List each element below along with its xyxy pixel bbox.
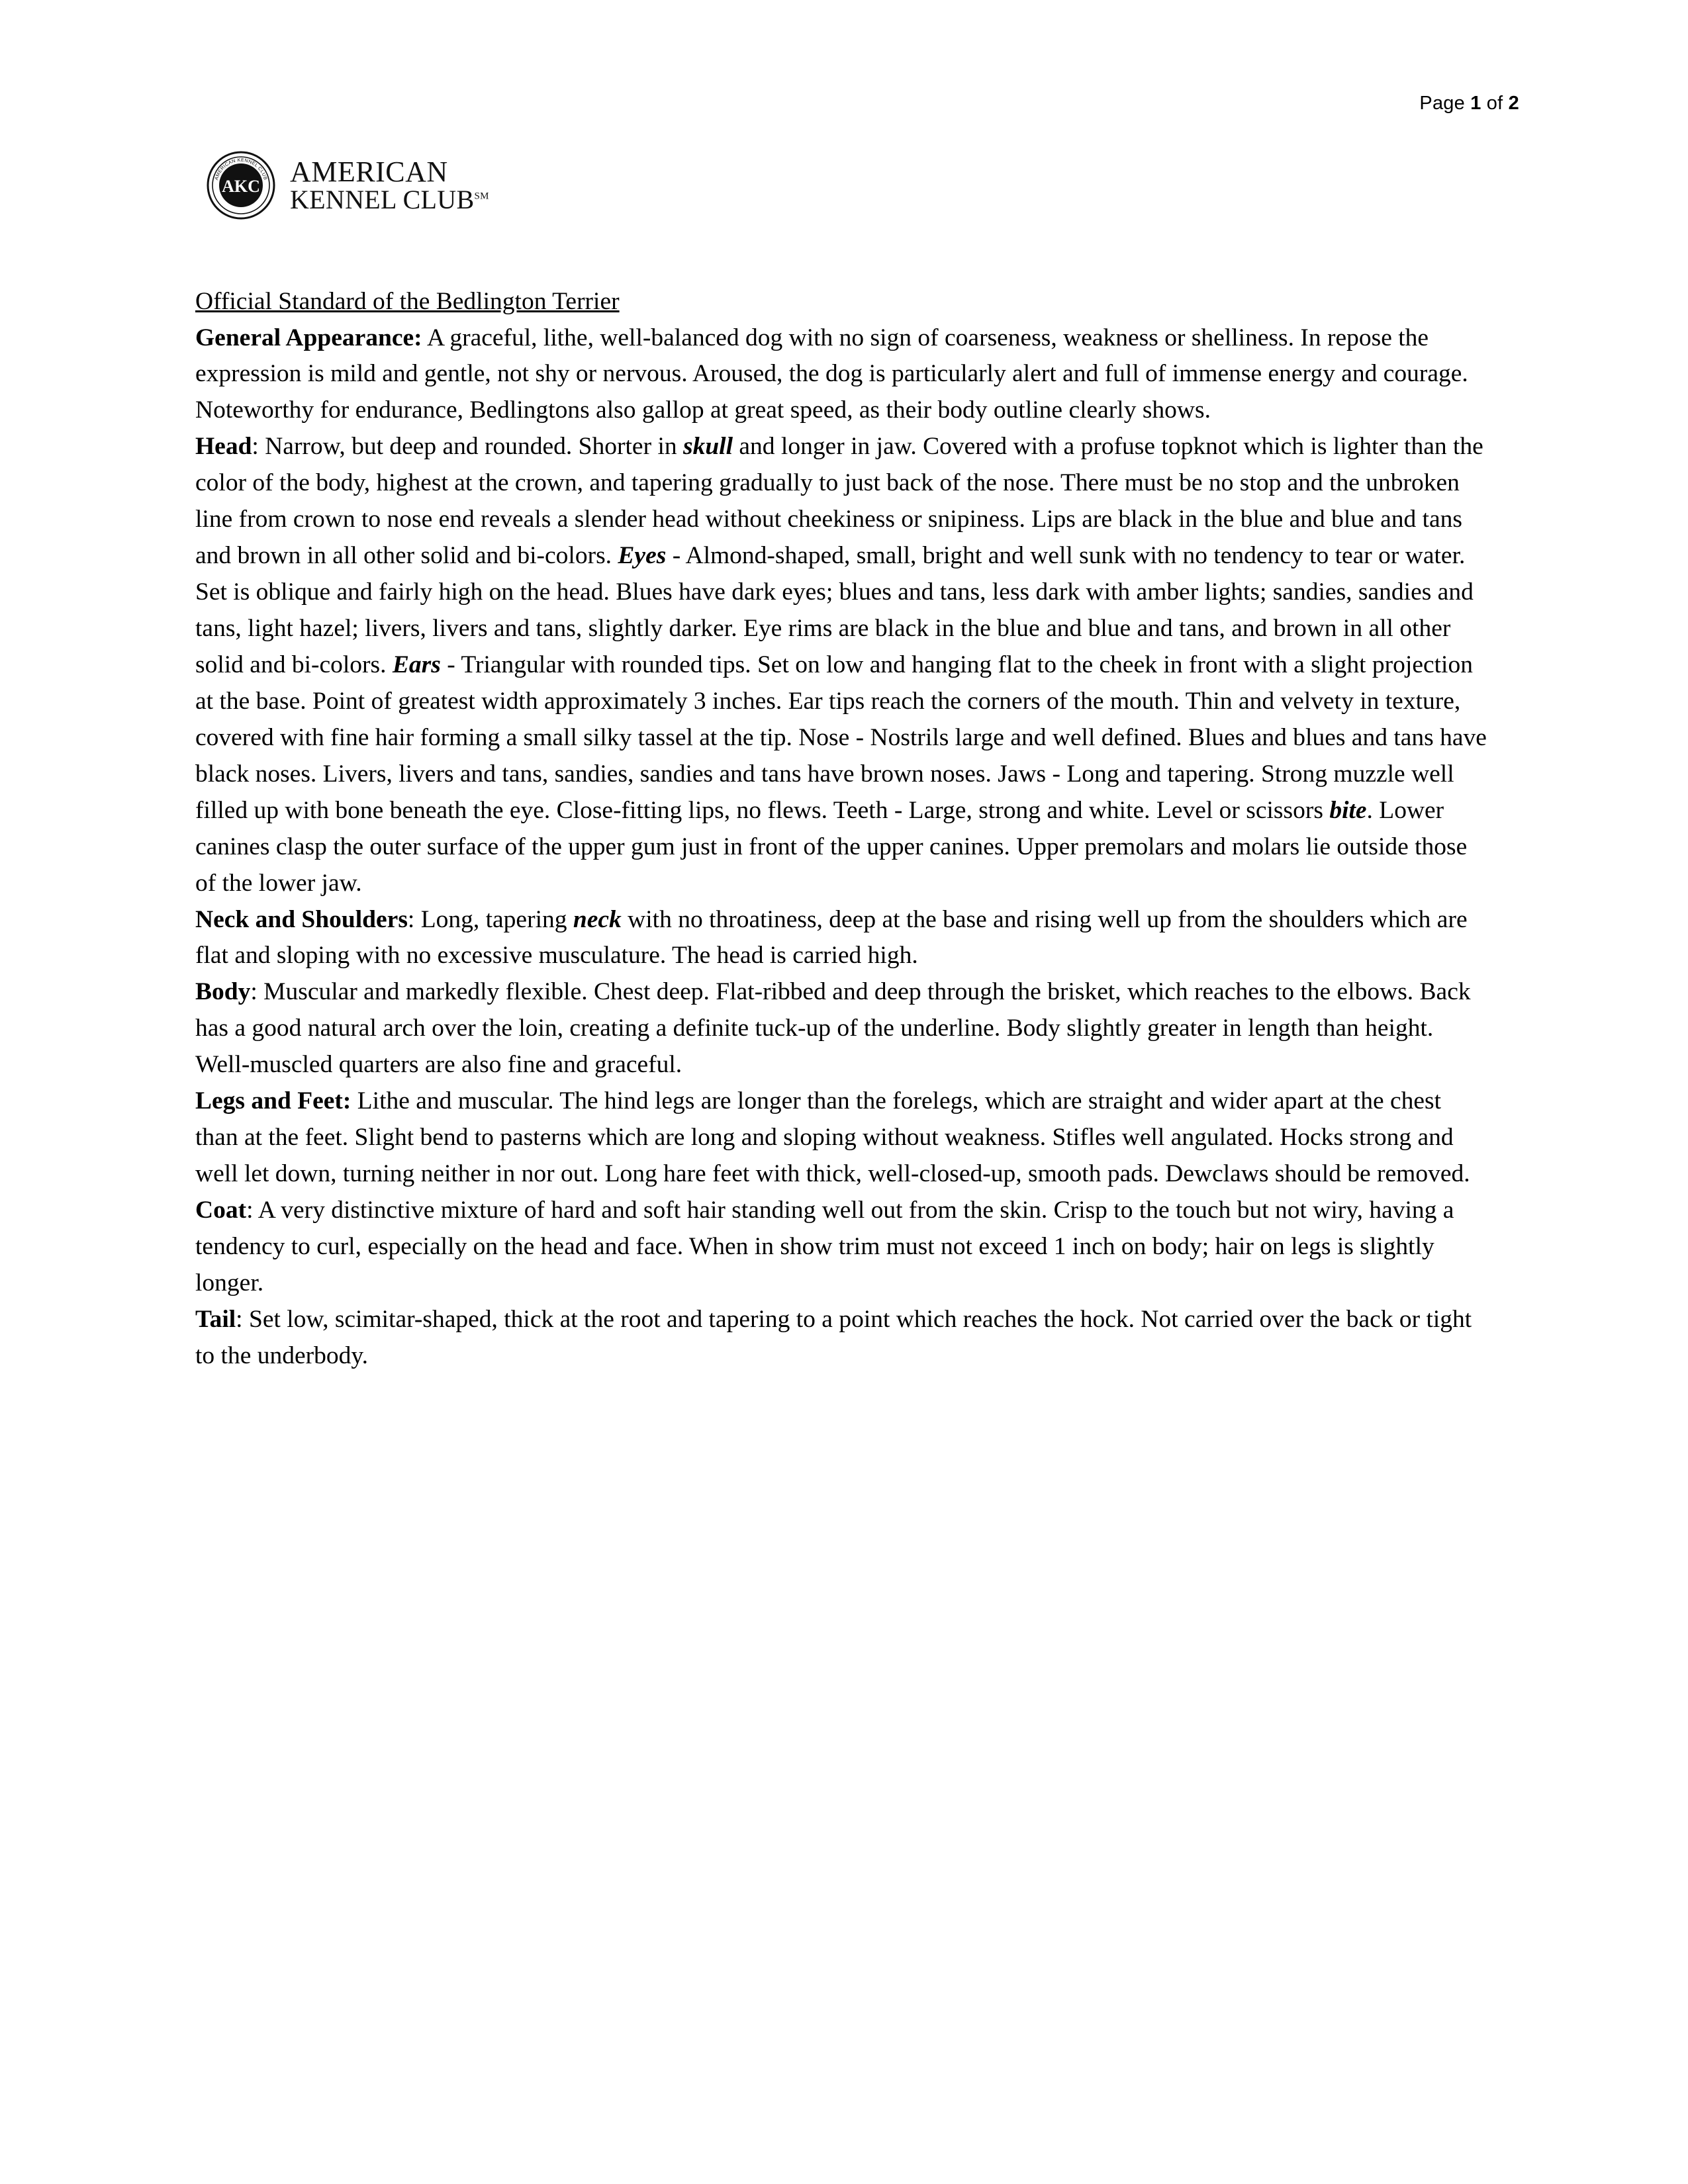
document-paragraph bbox=[195, 974, 1489, 1083]
section-heading: Legs and Feet: bbox=[195, 1087, 352, 1115]
section-heading: Neck and Shoulders bbox=[195, 905, 408, 933]
akc-wordmark bbox=[290, 158, 489, 213]
section-heading: Tail bbox=[195, 1305, 236, 1333]
section-body: Lithe and muscular. The hind legs are longer than the forelegs, which are straight and wider apart at the chest than at the feet. Slight bend to pasterns which are long and sloping without weakness. Stifles well angulated. Hocks strong and well let down, turning neither in nor out. Long hare feet with thick, well-closed-up, smooth pads. Dewclaws should be removed. bbox=[195, 1087, 1470, 1188]
section-heading: Body bbox=[195, 978, 251, 1006]
page-number bbox=[1419, 93, 1519, 114]
section-heading: Coat bbox=[195, 1197, 247, 1224]
section-heading: Head bbox=[195, 433, 252, 461]
section-heading: General Appearance: bbox=[195, 324, 422, 351]
document-paragraph bbox=[195, 320, 1489, 430]
section-body: A graceful, lithe, well-balanced dog with no sign of coarseness, weakness or shelliness. In repose the expression is mild and gentle, not shy or nervous. Aroused, the dog is particularly alert and full of immense energy and courage. Noteworthy for endurance, Bedlingtons also gallop at great speed, as their body outline clearly shows. bbox=[195, 324, 1468, 424]
document-title: Official Standard of the Bedlington Terrier bbox=[195, 288, 620, 315]
document-sections bbox=[195, 320, 1489, 1375]
page-number-total: 2 bbox=[1508, 93, 1519, 114]
document-paragraph bbox=[195, 1193, 1489, 1302]
akc-wordmark-line2 bbox=[290, 187, 489, 213]
document-body bbox=[195, 285, 1489, 1375]
akc-seal-icon bbox=[207, 151, 275, 220]
page-number-current: 1 bbox=[1470, 93, 1481, 114]
section-body: : A very distinctive mixture of hard and soft hair standing well out from the skin. Crisp to the touch but not wiry, having a tendency to curl, especially on the head and face. When in show trim must not exceed 1 inch on body; hair on legs is slightly longer. bbox=[195, 1197, 1454, 1297]
page-number-mid: of bbox=[1481, 93, 1509, 114]
document-paragraph bbox=[195, 429, 1489, 901]
section-body: : Set low, scimitar-shaped, thick at the root and tapering to a point which reaches the hock. Not carried over the back or tight to the underbody. bbox=[195, 1305, 1472, 1369]
akc-logo bbox=[207, 151, 489, 220]
document-paragraph bbox=[195, 1302, 1489, 1375]
svg-text:FOUNDED 1884: FOUNDED 1884 bbox=[222, 195, 259, 208]
akc-trademark: SM bbox=[474, 191, 489, 202]
section-body: : Long, tapering neck with no throatiness, deep at the base and rising well up from the shoulders which are flat and sloping with no excessive musculature. The head is carried high. bbox=[195, 905, 1468, 970]
akc-wordmark-line2-text: KENNEL CLUB bbox=[290, 185, 475, 214]
svg-text:AKC: AKC bbox=[222, 177, 260, 196]
document-paragraph bbox=[195, 902, 1489, 975]
akc-wordmark-line1: AMERICAN bbox=[290, 156, 448, 188]
section-body: : Narrow, but deep and rounded. Shorter in skull and longer in jaw. Covered with a profuse topknot which is lighter than the color of the body, highest at the crown, and tapering gradually to just back of the nose. There must be no stop and the unbroken line from crown to nose end reveals a slender head without cheekiness or snipiness. Lips are black in the blue and blue and tans and brown in all other solid and bi-colors. Eyes - Almond-shaped, small, bright and well sunk with no tendency to tear or water. Set is oblique and fairly high on the head. Blues have dark eyes; blues and tans, less dark with amber lights; sandies, sandies and tans, light hazel; livers, livers and tans, slightly darker. Eye rims are black in the blue and blue and tans, and brown in all other solid and bi-colors. Ears - Triangular with rounded tips. Set on low and hanging flat to the cheek in front with a slight projection at the base. Point of greatest width approximately 3 inches. Ear tips reach the corners of the mouth. Thin and velvety in texture, covered with fine hair forming a small silky tassel at the tip. Nose - Nostrils large and well defined. Blues and blues and tans have black noses. Livers, livers and tans, sandies, sandies and tans have brown noses. Jaws - Long and tapering. Strong muzzle well filled up with bone beneath the eye. Close-fitting lips, no flews. Teeth - Large, strong and white. Level or scissors bite. Lower canines clasp the outer surface of the upper gum just in front of the upper canines. Upper premolars and molars lie outside those of the lower jaw. bbox=[195, 433, 1487, 897]
svg-text:AMERICAN KENNEL CLUB: AMERICAN KENNEL CLUB bbox=[212, 156, 269, 181]
section-body: : Muscular and markedly flexible. Chest deep. Flat-ribbed and deep through the brisket, which reaches to the elbows. Back has a good natural arch over the loin, creating a definite tuck-up of the underline. Body slightly greater in length than height. Well-muscled quarters are also fine and graceful. bbox=[195, 978, 1471, 1079]
page-number-prefix: Page bbox=[1419, 93, 1471, 114]
document-paragraph bbox=[195, 1083, 1489, 1193]
